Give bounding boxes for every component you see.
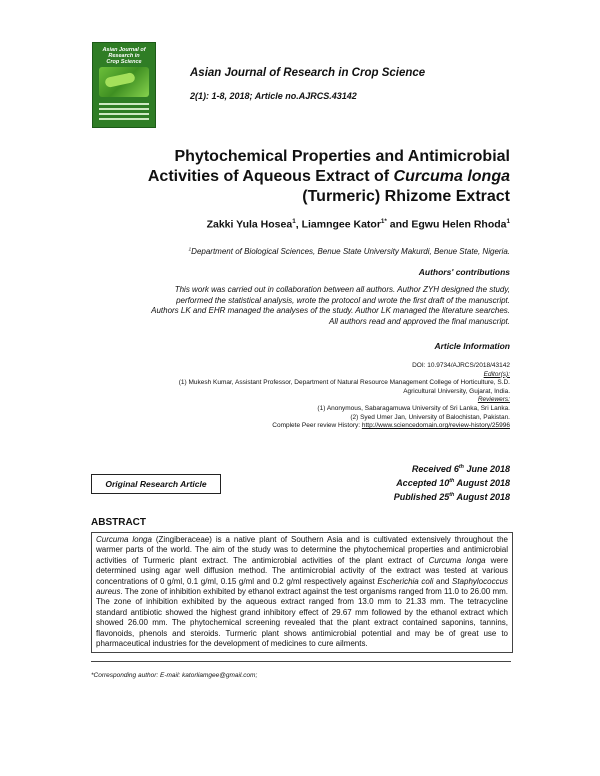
affiliation xyxy=(80,247,510,256)
title-line1: Phytochemical Properties and Antimicrobial xyxy=(174,148,510,165)
paper-title xyxy=(80,147,510,207)
contrib-line4: All authors read and approved the final manuscript. xyxy=(329,316,510,326)
contrib-line2: performed the statistical analysis, wrote the protocol and wrote the first draft of the manuscript. xyxy=(176,295,510,305)
accepted-date: Accepted 10th August 2018 xyxy=(396,478,510,488)
affiliation-sup: 1 xyxy=(188,247,192,253)
abstract-species-2: Curcuma longa xyxy=(428,555,486,565)
journal-cover-image xyxy=(92,42,156,128)
reviewers-label: Reviewers: xyxy=(477,396,510,404)
abstract-species-1: Curcuma longa xyxy=(96,535,152,544)
article-info xyxy=(80,362,510,431)
author-2: Liamngee Kator xyxy=(301,218,381,231)
author-3: Egwu Helen Rhoda xyxy=(411,218,507,231)
abstract-text-2: were determined using agar well diffusion method. The antimicrobial activity of the extract was tested at various concentrations of 0 g/ml, 0.1 g/ml, 0.15 g/ml and 0.2 g/ml respectively against xyxy=(96,555,509,586)
corresponding-author: *Corresponding author: E-mail: katorliamgee@gmail.com; xyxy=(91,672,258,679)
footnote-divider xyxy=(91,661,511,662)
author-sep-2: and xyxy=(386,218,412,231)
contrib-line1: This work was carried out in collaboration between all authors. Author ZYH designed the study, xyxy=(174,285,510,294)
cover-text-lines xyxy=(99,103,149,123)
article-type-box: Original Research Article xyxy=(91,474,221,494)
abstract-text-4: . The zone of inhibition exhibited by ethanol extract against the test organisms ranged from 11.0 to 26.00 mm. The zone of inhibition exhibited by the aqueous extract ranged from 13.0 mm to 21.33 mm. The tetracycline standard antibiotic showed the highest grand inhibitory effect of 29.67 mm followed by the ethanol extract which showed 26.00 mm. The phytochemical screening revealed that the plant extract contained saponins, tannins, flavonoids, phenols and steroids. Turmeric plant shows antimicrobial potential and may be of great use to pharmaceutical industries for the development of medicines to cure ailments. xyxy=(96,587,508,649)
history-label: Complete Peer review History: xyxy=(272,422,362,430)
reviewer-2: (2) Syed Umer Jan, University of Balochistan, Pakistan. xyxy=(350,413,510,421)
volume-info: 2(1): 1-8, 2018; Article no.AJRCS.43142 xyxy=(190,91,357,101)
review-history-link[interactable]: http://www.sciencedomain.org/review-history/25996 xyxy=(361,422,510,430)
abstract-text-1: (Zingiberaceae) is a native plant of Southern Asia and is cultivated extensively throughout the warmer parts of the world. The aim of the study was to determine the phytochemical properties and antimicrobial activities of Turmeric plant extract. The antimicrobial activities of the plant extract of xyxy=(96,535,508,565)
abstract-species-3: Escherichia coli xyxy=(377,576,434,586)
title-species: Curcuma longa xyxy=(393,168,510,185)
abstract-heading: ABSTRACT xyxy=(91,517,146,528)
cover-title-line1: Asian Journal of xyxy=(102,47,146,53)
title-line2: Activities of Aqueous Extract of xyxy=(147,168,394,185)
author-sep-1: , xyxy=(295,218,302,231)
author-1: Zakki Yula Hosea xyxy=(206,218,293,231)
author-list xyxy=(80,218,510,231)
editor-1-line2: Agricultural University, Gujarat, India. xyxy=(403,387,510,395)
author-3-sup: 1 xyxy=(506,218,510,225)
cover-title-line2: Research in xyxy=(108,53,140,59)
title-line3: (Turmeric) Rhizome Extract xyxy=(302,188,510,205)
abstract-species-4: Staphylococcus aureus xyxy=(96,576,509,597)
author-2-sup: 1* xyxy=(380,218,387,225)
reviewer-1: (1) Anonymous, Sabaragamuwa University of Sri Lanka, Sri Lanka. xyxy=(317,404,510,412)
affiliation-text: Department of Biological Sciences, Benue State University Makurdi, Benue State, Nigeria. xyxy=(191,247,510,256)
author-1-sup: 1 xyxy=(292,218,296,225)
published-date: Published 25th August 2018 xyxy=(393,492,510,502)
doi: DOI: 10.9734/AJRCS/2018/43142 xyxy=(412,362,510,369)
cover-title-line3: Crop Science xyxy=(106,59,142,65)
received-date: Received 6th June 2018 xyxy=(411,464,510,474)
contributions-text xyxy=(80,285,510,327)
editor-1-line1: (1) Mukesh Kumar, Assistant Professor, Department of Natural Resource Management College of Horticulture, S.D. xyxy=(178,379,510,387)
contributions-heading: Authors' contributions xyxy=(418,267,510,277)
abstract-text-3: and xyxy=(433,576,452,586)
editors-label: Editor(s): xyxy=(483,370,510,378)
article-dates xyxy=(300,461,510,503)
abstract-box xyxy=(91,532,513,653)
article-info-heading: Article Information xyxy=(434,341,510,351)
cover-photo xyxy=(99,67,149,97)
contrib-line3: Authors LK and EHR managed the analyses of the study. Author LK managed the literature searches. xyxy=(151,306,510,315)
cover-title xyxy=(93,47,155,65)
journal-name: Asian Journal of Research in Crop Science xyxy=(190,67,426,79)
